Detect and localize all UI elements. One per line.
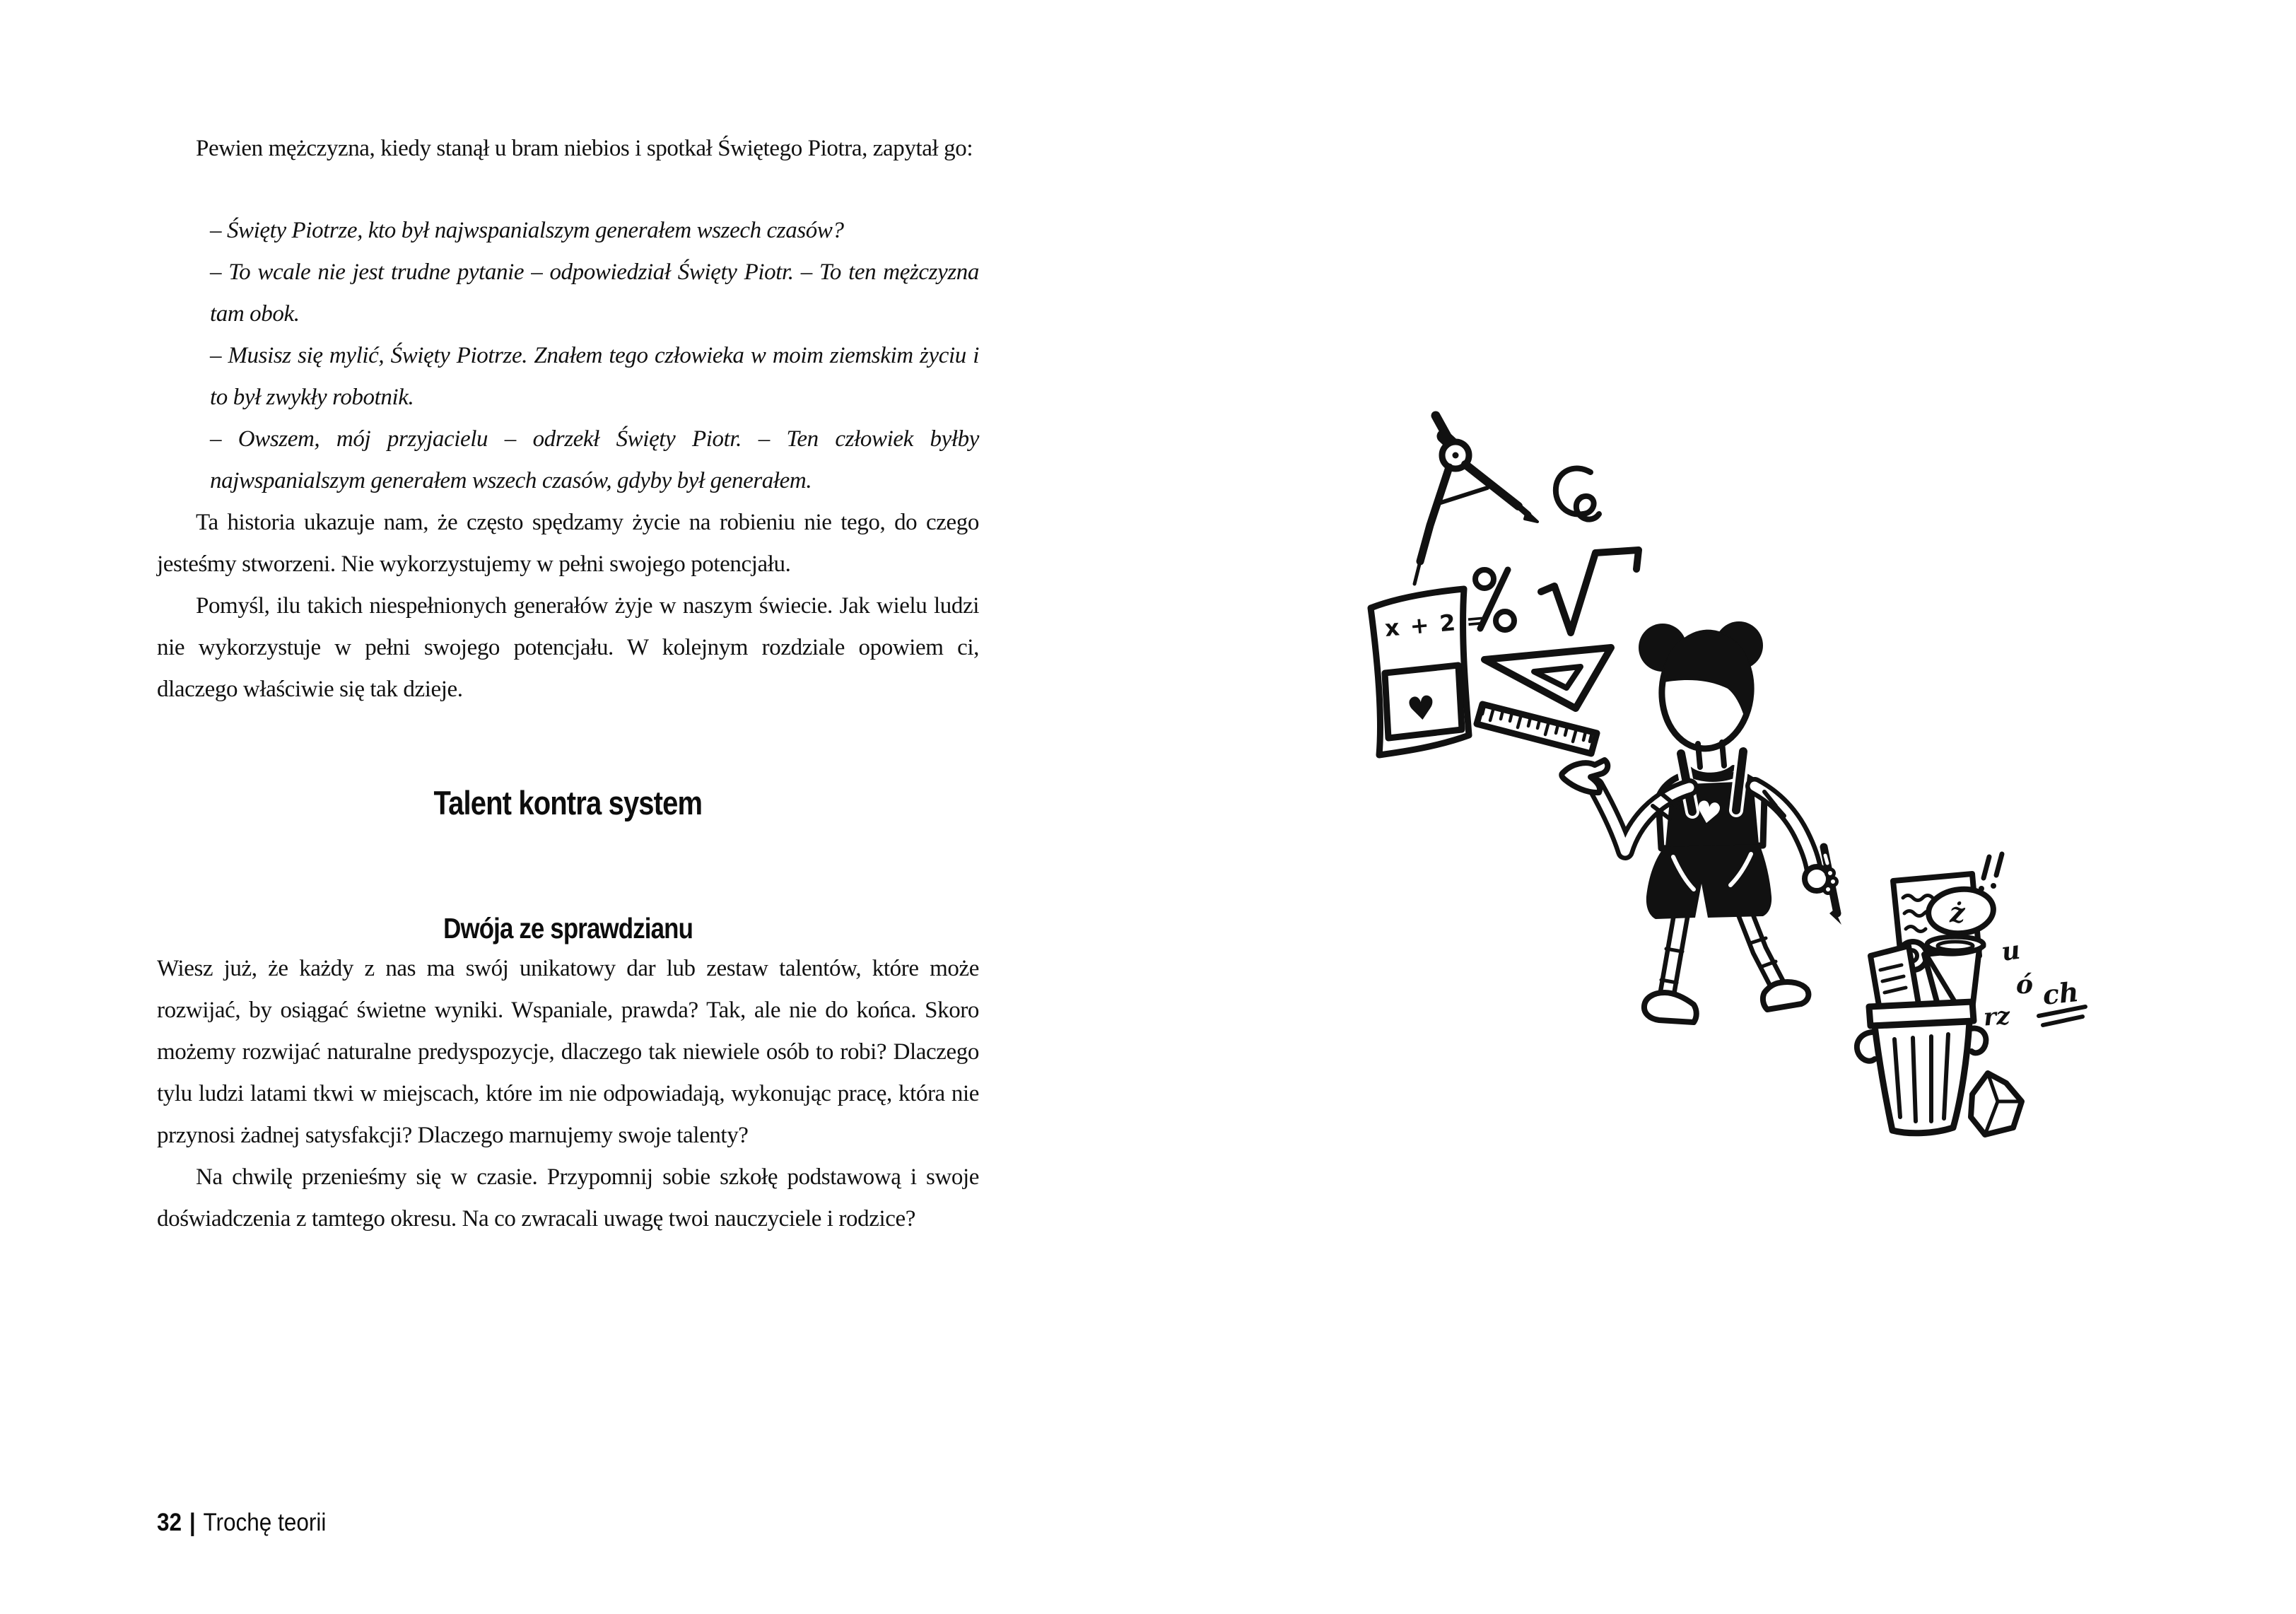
illustration	[1343, 392, 2128, 1177]
footer-separator: |	[189, 1509, 196, 1536]
girl-figure	[1562, 621, 1841, 1022]
rolled-paper	[1927, 937, 1984, 954]
trash-scene	[1857, 854, 2085, 1135]
sub-heading	[157, 908, 979, 948]
bib-heart-icon: ♥	[1692, 793, 1725, 833]
section-heading-text: Talent kontra system	[433, 784, 703, 821]
shoe-left	[1644, 993, 1697, 1022]
ruler-icon	[1477, 704, 1597, 754]
paragraph-talents: Wiesz już, że każdy z nas ma swój unikatowy dar lub zestaw talentów, które może rozwijać, by osiągać świetne wyniki. Wspaniale, prawda? Tak, ale nie do końca. Skoro możemy rozwijać naturalne predyspozycje, dlaczego tak niewiele osób to robi? Dlaczego tylu ludzi latami tkwi w miejscach, które im nie odpowiadają, wykonując pracę, która nie przynosi żadnej satysfakcji? Dlaczego marnujemy swoje talenty?	[157, 956, 979, 1148]
sub-heading-text: Dwója ze sprawdzianu	[443, 912, 693, 945]
letter-u: u	[1999, 935, 2022, 967]
square-root-icon	[1541, 550, 1639, 633]
dialogue-line: – Święty Piotrze, kto był najwspanialszym generałem wszech czasów?	[210, 218, 844, 243]
open-hand	[1562, 760, 1607, 793]
letter-ch: ch	[2041, 975, 2080, 1011]
equation-text: x + 2 =	[1383, 606, 1488, 642]
shoe-right	[1763, 982, 1808, 1010]
letter-o-acute: ó	[2016, 970, 2034, 1000]
footer-section-title: Trochę teorii	[203, 1509, 327, 1536]
page-footer	[157, 1509, 345, 1537]
dialogue-line: – Owszem, mój przyjacielu – odrzekł Święty Piotr. – Ten człowiek byłby najwspanialszym generałem wszech czasów, gdyby był generałem.	[210, 426, 979, 493]
crumpled-paper-icon	[1971, 1073, 2022, 1135]
paragraph-think: Pomyśl, ilu takich niespełnionych generałów żyje w naszym świecie. Jak wielu ludzi nie wykorzystuje w pełni swojego potencjału. W kolejnym rozdziale opowiem ci, dlaczego właściwie się tak dzieje.	[157, 593, 979, 702]
page-number: 32	[157, 1509, 182, 1536]
paragraph-school: Na chwilę przenieśmy się w czasie. Przypomnij sobie szkołę podstawową i swoje doświadczenia z tamtego okresu. Na co zwracali uwagę twoi nauczyciele i rodzice?	[157, 1164, 979, 1232]
trash-can-icon	[1857, 1002, 1986, 1133]
dialogue-line: – To wcale nie jest trudne pytanie – odpowiedział Święty Piotr. – To ten mężczyzna tam obok.	[210, 259, 979, 327]
heart-icon: ♥	[1405, 687, 1439, 729]
compass-icon	[1414, 416, 1538, 584]
circled-letter: ż	[1950, 896, 1965, 928]
text-column	[157, 128, 979, 1240]
exclamation-marks	[1984, 854, 2002, 878]
spelling-letters	[1983, 935, 2085, 1032]
dialogue-block	[210, 210, 979, 502]
paragraph-intro: Pewien mężczyzna, kiedy stanął u bram niebios i spotkał Świętego Piotra, zapytał go:	[196, 136, 973, 161]
letter-rz: rz	[1982, 1002, 2011, 1032]
dialogue-line: – Musisz się mylić, Święty Piotrze. Znałem tego człowieka w moim ziemskim życiu i to był zwykły robotnik.	[210, 343, 979, 410]
spiral-doodle-icon	[1556, 468, 1599, 519]
section-heading	[157, 781, 979, 825]
equation-paper-icon	[1371, 589, 1487, 755]
paragraph-story: Ta historia ukazuje nam, że często spędzamy życie na robieniu nie tego, do czego jesteśmy stworzeni. Nie wykorzystujemy w pełni swojego potencjału.	[157, 510, 979, 577]
set-square-icon	[1484, 648, 1611, 708]
